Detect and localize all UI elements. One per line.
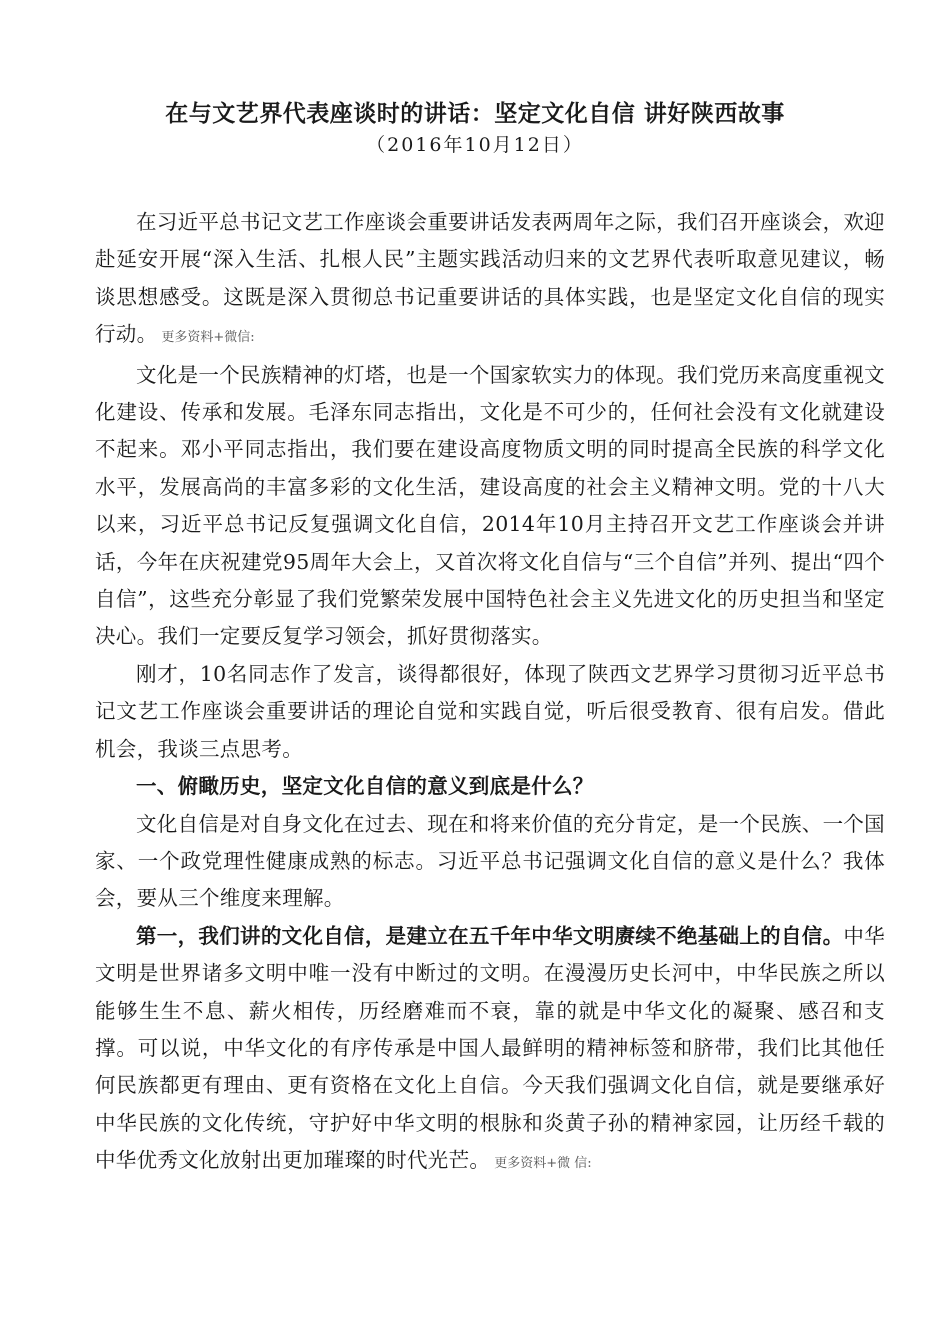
document-date: （2016年10月12日） xyxy=(366,134,584,156)
paragraph-2: 文化是一个民族精神的灯塔，也是一个国家软实力的体现。我们党历来高度重视文化建设、传承和发展。毛泽东同志指出，文化是不可少的，任何社会没有文化就建设不起来。邓小平同志指出，我们要在建设高度物质文明的同时提高全民族的科学文化水平，发展高尚的丰富多彩的文化生活，建设高度的社会主义精神文明。党的十八大以来，习近平总书记反复强调文化自信，2014年10月主持召开文艺工作座谈会并讲话，今年在庆祝建党95周年大会上，又首次将文化自信与“三个自信”并列、提出“四个自信”，这些充分彰显了我们党繁荣发展中国特色社会主义先进文化的历史担当和坚定决心。我们一定要反复学习领会，抓好贯彻落实。 xyxy=(95,362,885,649)
paragraph-3: 刚才，10名同志作了发言，谈得都很好，体现了陕西文艺界学习贯彻习近平总书记文艺工作座谈会重要讲话的理论自觉和实践自觉，听后很受教育、很有启发。借此机会，我谈三点思考。 xyxy=(95,661,885,761)
paragraph-1-text: 在习近平总书记文艺工作座谈会重要讲话发表两周年之际，我们召开座谈会，欢迎赴延安开展“深入生活、扎根人民”主题实践活动归来的文艺界代表听取意见建议，畅谈思想感受。这既是深入贯彻总书记重要讲话的具体实践，也是坚定文化自信的现实行动。 xyxy=(95,210,885,347)
document-title: 在与文艺界代表座谈时的讲话：坚定文化自信 讲好陕西故事 xyxy=(165,100,785,127)
paragraph-5-lead: 第一，我们讲的文化自信，是建立在五千年中华文明赓续不绝基础上的自信。 xyxy=(136,923,844,948)
paragraph-4: 文化自信是对自身文化在过去、现在和将来价值的充分肯定，是一个民族、一个国家、一个政党理性健康成熟的标志。习近平总书记强调文化自信的意义是什么？我体会，要从三个维度来理解。 xyxy=(95,811,885,911)
paragraph-1 xyxy=(95,204,885,357)
watermark-note-1: 更多资料+微信: xyxy=(161,330,255,346)
paragraph-5-text: 中华文明是世界诸多文明中唯一没有中断过的文明。在漫漫历史长河中，中华民族之所以能够生生不息、薪火相传，历经磨难而不衰，靠的就是中华文化的凝聚、感召和支撑。可以说，中华文化的有序传承是中国人最鲜明的精神标签和脐带，我们比其他任何民族都更有理由、更有资格在文化上自信。今天我们强调文化自信，就是要继承好中华民族的文化传统，守护好中华文明的根脉和炎黄子孙的精神家园，让历经千载的中华优秀文化放射出更加璀璨的时代光芒。 xyxy=(95,923,885,1173)
watermark-note-2: 更多资料+微 信: xyxy=(494,1156,592,1172)
section-heading-1: 一、俯瞰历史，坚定文化自信的意义到底是什么？ xyxy=(136,774,594,799)
document-body xyxy=(95,204,885,1183)
paragraph-5 xyxy=(95,918,885,1183)
